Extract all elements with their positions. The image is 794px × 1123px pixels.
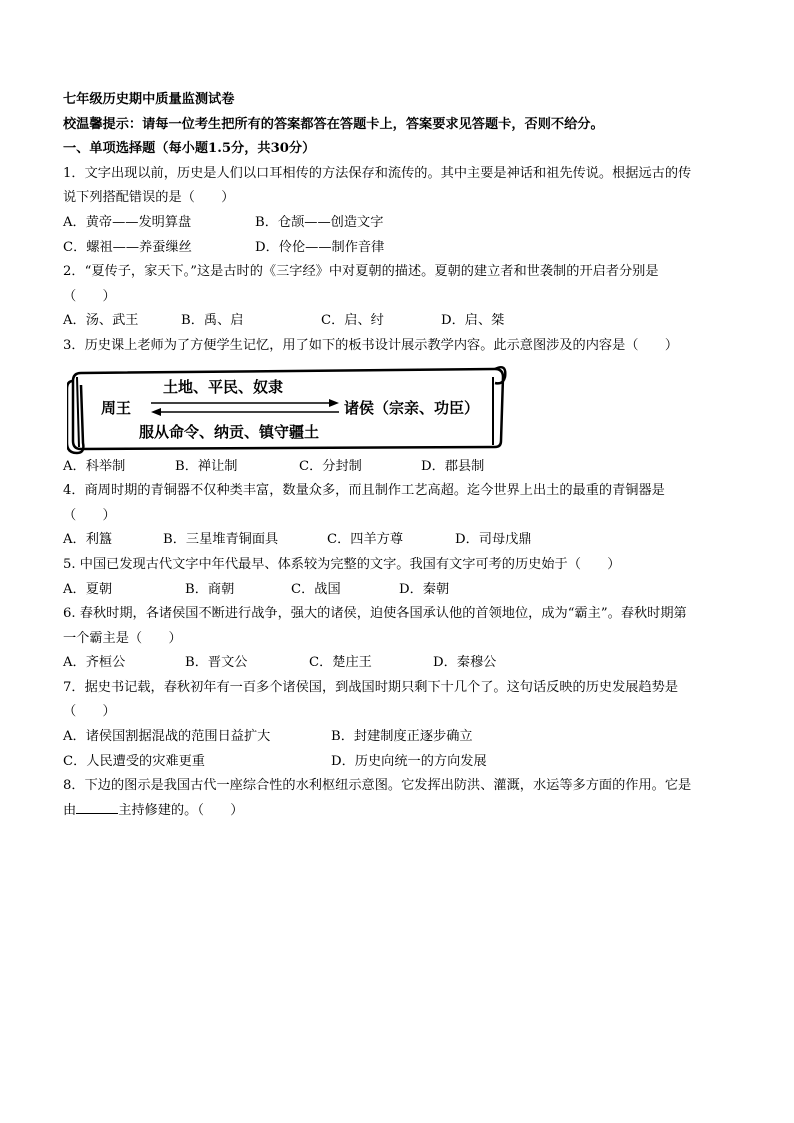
stem-prefix: 由: [63, 802, 77, 818]
option-d[interactable]: D．郡县制: [421, 458, 485, 474]
question-stem: 7．据史书记载，春秋初年有一百多个诸侯国，到战国时期只剩下十几个了。这句话反映的历史发展趋势是: [63, 679, 679, 695]
question-stem: 1．文字出现以前，历史是人们以口耳相传的方法保存和流传的。其中主要是神话和祖先传说。根据远古的传: [63, 165, 692, 181]
option-c[interactable]: C．人民遭受的灾难更重: [63, 753, 205, 769]
option-d[interactable]: D．司母戊鼎: [455, 532, 532, 548]
option-b[interactable]: B．三星堆青铜面具: [163, 532, 279, 548]
question-6: [63, 602, 733, 676]
option-a[interactable]: A．科举制: [63, 458, 126, 474]
question-stem: （ ）: [63, 288, 116, 304]
blackboard-scroll-diagram: [67, 363, 507, 455]
question-stem-line2: [63, 799, 733, 824]
options-row: [63, 578, 733, 603]
option-a[interactable]: A．黄帝——发明算盘: [63, 214, 192, 230]
option-c[interactable]: C．战国: [291, 581, 341, 597]
question-5: [63, 553, 733, 602]
option-d[interactable]: D．伶伦——制作音律: [255, 239, 385, 255]
options-row: [63, 455, 733, 480]
question-2: [63, 260, 733, 334]
question-stem: （ ）: [63, 507, 116, 523]
option-a[interactable]: A．利簋: [63, 532, 113, 548]
option-b[interactable]: B．禅让制: [175, 458, 238, 474]
question-7: [63, 676, 733, 774]
option-d[interactable]: D．历史向统一的方向发展: [331, 753, 487, 769]
section-heading: 一、单项选择题（每小题1.5分，共30分）: [63, 141, 316, 157]
question-stem: 5. 中国已发现古代文字中年代最早、体系较为完整的文字。我国有文字可考的历史始于（ ）: [63, 556, 621, 572]
question-stem: （ ）: [63, 704, 116, 720]
option-c[interactable]: C．分封制: [299, 458, 362, 474]
options-row: [63, 528, 733, 553]
option-a[interactable]: A．汤、武王: [63, 313, 139, 329]
option-a[interactable]: A．齐桓公: [63, 655, 126, 671]
options-row: [63, 309, 733, 334]
question-stem: 3．历史课上老师为了方便学生记忆，用了如下的板书设计展示教学内容。此示意图涉及的内容是（ ）: [63, 337, 679, 353]
option-a[interactable]: A．夏朝: [63, 581, 113, 597]
options-row: [63, 651, 733, 676]
question-3: [63, 334, 733, 479]
scroll-graphic: [67, 363, 507, 455]
option-d[interactable]: D．秦穆公: [433, 655, 497, 671]
answer-blank[interactable]: [76, 799, 118, 814]
diagram-bottom-label: 服从命令、纳贡、镇守疆土: [139, 422, 320, 441]
question-stem: 一个霸主是（ ）: [63, 630, 182, 646]
question-stem: 8．下边的图示是我国古代一座综合性的水利枢纽示意图。它发挥出防洪、灌溉，水运等多方面的作用。它是: [63, 778, 692, 794]
option-b[interactable]: B．商朝: [185, 581, 235, 597]
diagram-right-label: 诸侯（宗亲、功臣）: [344, 398, 480, 417]
exam-notice: 校温馨提示：请每一位考生把所有的答案都答在答题卡上，答案要求见答题卡，否则不给分。: [63, 116, 604, 132]
option-c[interactable]: C．楚庄王: [309, 655, 372, 671]
options-row: [63, 750, 733, 775]
option-c[interactable]: C．螺祖——养蚕缫丝: [63, 239, 192, 255]
diagram-left-label: 周王: [101, 398, 132, 417]
options-row: [63, 725, 733, 750]
option-b[interactable]: B．封建制度正逐步确立: [331, 729, 473, 745]
option-b[interactable]: B．仓颉——创造文字: [255, 214, 384, 230]
question-stem: 说下列搭配错误的是（ ）: [63, 190, 235, 206]
option-b[interactable]: B．晋文公: [185, 655, 248, 671]
question-1: [63, 162, 733, 260]
options-row: [63, 236, 733, 261]
option-d[interactable]: D．启、桀: [441, 313, 505, 329]
question-stem: 2．“夏传子，家天下。”这是古时的《三字经》中对夏朝的描述。夏朝的建立者和世袭制的开启者分别是: [63, 264, 659, 280]
option-d[interactable]: D．秦朝: [399, 581, 450, 597]
option-b[interactable]: B．禹、启: [181, 313, 244, 329]
question-stem: 6. 春秋时期，各诸侯国不断进行战争，强大的诸侯，迫使各国承认他的首领地位，成为“霸主”。春秋时期第: [63, 606, 687, 622]
question-stem: 4．商周时期的青铜器不仅种类丰富，数量众多，而且制作工艺高超。迄今世界上出土的最重的青铜器是: [63, 483, 665, 499]
option-a[interactable]: A．诸侯国割据混战的范围日益扩大: [63, 729, 271, 745]
exam-page: [63, 88, 733, 823]
option-c[interactable]: C．启、纣: [321, 313, 384, 329]
stem-suffix: 主持修建的。（ ）: [118, 802, 244, 818]
diagram-top-label: 土地、平民、奴隶: [163, 377, 284, 396]
question-8: [63, 774, 733, 823]
options-row: [63, 211, 733, 236]
question-4: [63, 479, 733, 553]
exam-title: 七年级历史期中质量监测试卷: [63, 92, 235, 107]
option-c[interactable]: C．四羊方尊: [327, 532, 404, 548]
